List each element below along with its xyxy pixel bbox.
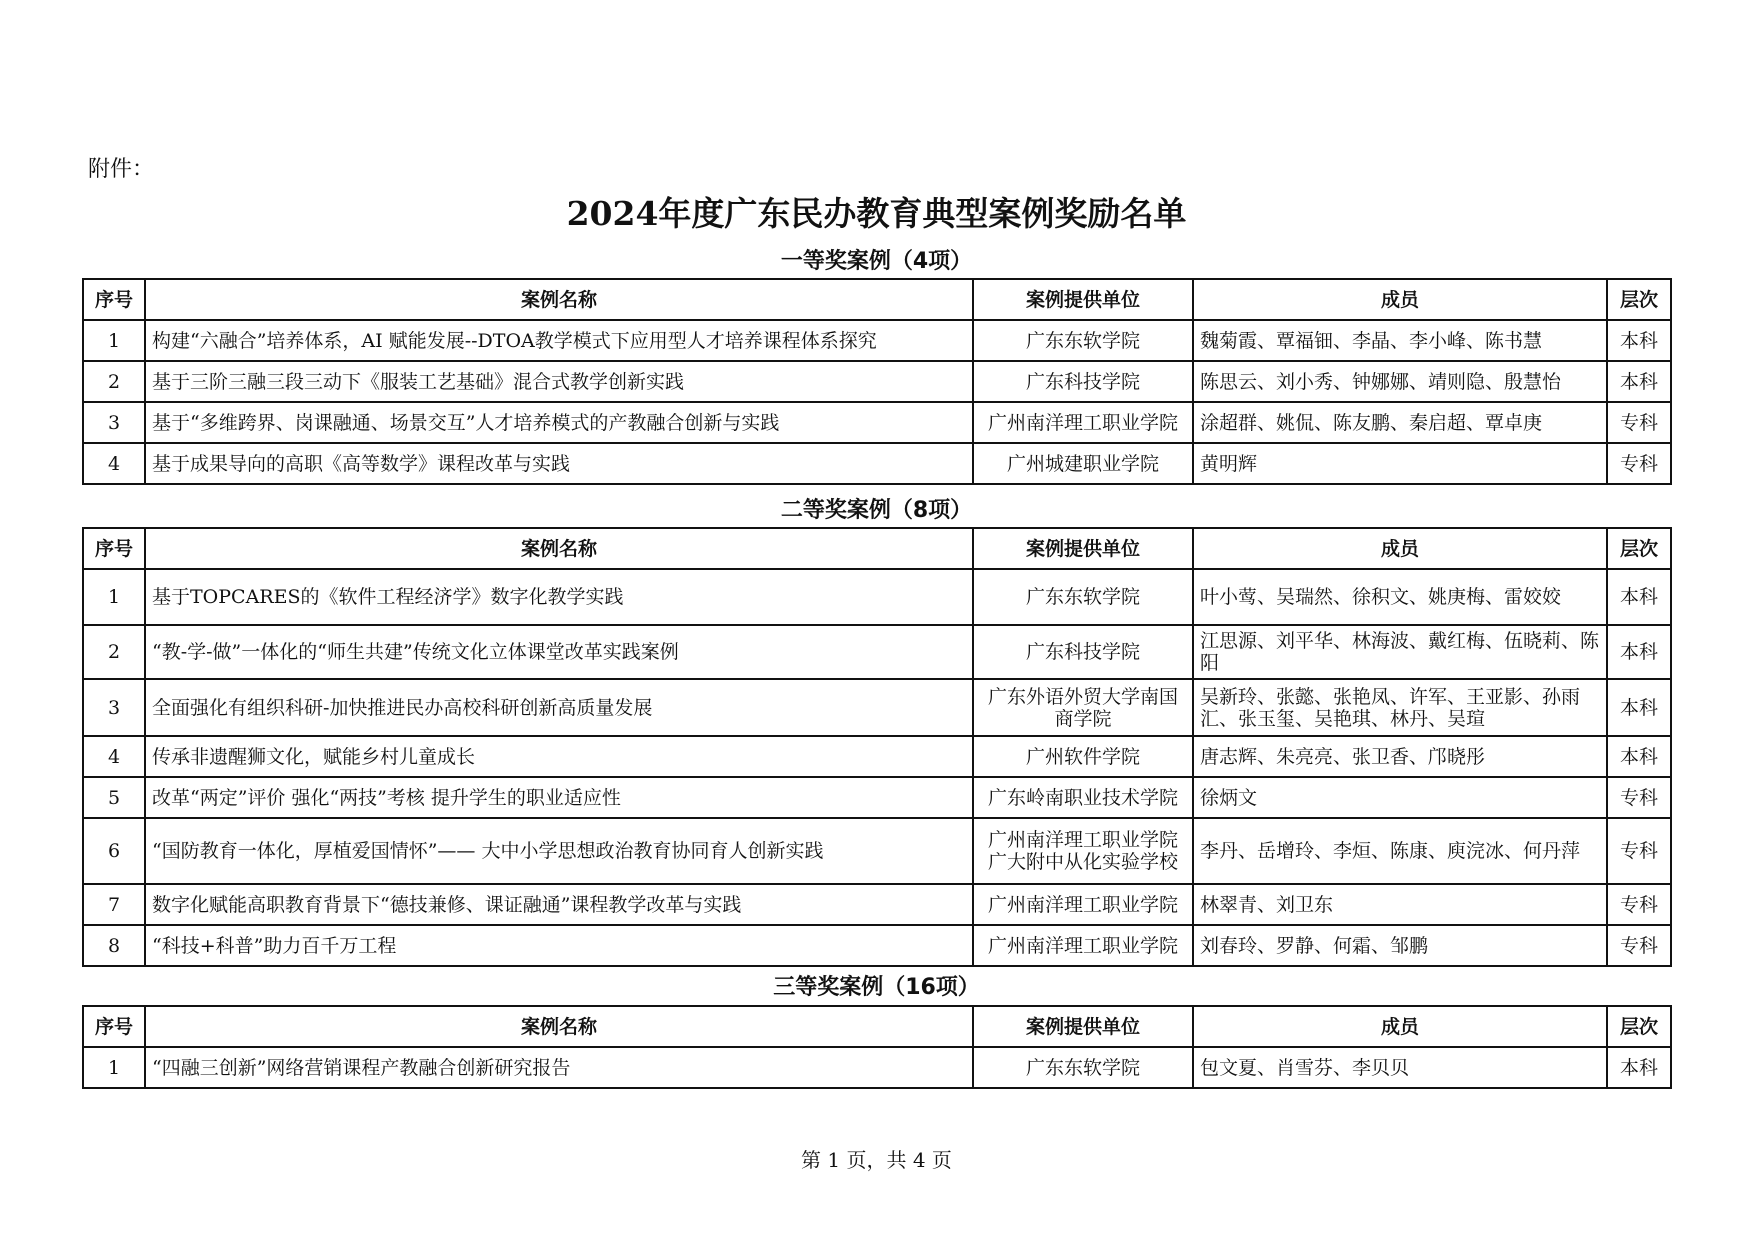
cell-case-name: 基于TOPCARES的《软件工程经济学》数字化教学实践 — [145, 569, 973, 625]
cell-index: 2 — [83, 361, 145, 402]
header-index: 序号 — [83, 528, 145, 569]
cell-level: 专科 — [1607, 777, 1671, 818]
cell-unit: 广东岭南职业技术学院 — [973, 777, 1193, 818]
header-unit: 案例提供单位 — [973, 1006, 1193, 1047]
cell-unit: 广州城建职业学院 — [973, 443, 1193, 484]
cell-unit: 广州软件学院 — [973, 736, 1193, 777]
cell-case-name: “教-学-做”一体化的“师生共建”传统文化立体课堂改革实践案例 — [145, 625, 973, 679]
table-header-row — [83, 528, 1671, 569]
cell-index: 2 — [83, 625, 145, 679]
cell-index: 4 — [83, 443, 145, 484]
header-unit: 案例提供单位 — [973, 528, 1193, 569]
table-header-row — [83, 1006, 1671, 1047]
table-row — [83, 884, 1671, 925]
cell-index: 3 — [83, 679, 145, 736]
cell-index: 7 — [83, 884, 145, 925]
cell-members: 陈思云、刘小秀、钟娜娜、靖则隐、殷慧怡 — [1193, 361, 1607, 402]
table-row — [83, 818, 1671, 884]
cell-case-name: 基于“多维跨界、岗课融通、场景交互”人才培养模式的产教融合创新与实践 — [145, 402, 973, 443]
cell-index: 5 — [83, 777, 145, 818]
cell-index: 1 — [83, 569, 145, 625]
cell-level: 本科 — [1607, 625, 1671, 679]
header-members: 成员 — [1193, 279, 1607, 320]
section-title-second-prize: 二等奖案例（8项） — [780, 498, 973, 523]
cell-unit: 广东科技学院 — [973, 361, 1193, 402]
cell-index: 8 — [83, 925, 145, 966]
document-title: 2024年度广东民办教育典型案例奖励名单 — [566, 194, 1187, 233]
third-prize-table — [82, 1005, 1672, 1089]
cell-case-name: “国防教育一体化，厚植爱国情怀”—— 大中小学思想政治教育协同育人创新实践 — [145, 818, 973, 884]
table-row — [83, 625, 1671, 679]
cell-members: 林翠青、刘卫东 — [1193, 884, 1607, 925]
attachment-label: 附件： — [88, 157, 155, 182]
header-unit: 案例提供单位 — [973, 279, 1193, 320]
cell-members: 魏菊霞、覃福钿、李晶、李小峰、陈书慧 — [1193, 320, 1607, 361]
cell-case-name: 传承非遗醒狮文化，赋能乡村儿童成长 — [145, 736, 973, 777]
cell-members: 叶小莺、吴瑞然、徐积文、姚庚梅、雷姣姣 — [1193, 569, 1607, 625]
cell-unit: 广东东软学院 — [973, 320, 1193, 361]
cell-unit: 广州南洋理工职业学院 — [973, 925, 1193, 966]
cell-case-name: “科技+科普”助力百千万工程 — [145, 925, 973, 966]
table-row — [83, 679, 1671, 736]
cell-level: 本科 — [1607, 736, 1671, 777]
section-title-first-prize: 一等奖案例（4项） — [780, 249, 973, 274]
table-row — [83, 402, 1671, 443]
cell-case-name: 基于三阶三融三段三动下《服装工艺基础》混合式教学创新实践 — [145, 361, 973, 402]
first-prize-table — [82, 278, 1672, 485]
cell-level: 本科 — [1607, 320, 1671, 361]
header-level: 层次 — [1607, 1006, 1671, 1047]
table-row — [83, 361, 1671, 402]
table-row — [83, 736, 1671, 777]
header-members: 成员 — [1193, 1006, 1607, 1047]
table-row — [83, 925, 1671, 966]
cell-members: 吴新玲、张懿、张艳凤、许军、王亚影、孙雨汇、张玉玺、吴艳琪、林丹、吴瑄 — [1193, 679, 1607, 736]
table-row — [83, 569, 1671, 625]
header-members: 成员 — [1193, 528, 1607, 569]
cell-case-name: 改革“两定”评价 强化“两技”考核 提升学生的职业适应性 — [145, 777, 973, 818]
cell-unit: 广东东软学院 — [973, 1047, 1193, 1088]
cell-members: 刘春玲、罗静、何霜、邹鹏 — [1193, 925, 1607, 966]
cell-index: 3 — [83, 402, 145, 443]
table-row — [83, 1047, 1671, 1088]
cell-level: 本科 — [1607, 1047, 1671, 1088]
cell-members: 江思源、刘平华、林海波、戴红梅、伍晓莉、陈阳 — [1193, 625, 1607, 679]
cell-level: 专科 — [1607, 818, 1671, 884]
table-header-row — [83, 279, 1671, 320]
cell-case-name: 数字化赋能高职教育背景下“德技兼修、课证融通”课程教学改革与实践 — [145, 884, 973, 925]
cell-level: 本科 — [1607, 361, 1671, 402]
cell-level: 专科 — [1607, 443, 1671, 484]
header-name: 案例名称 — [145, 528, 973, 569]
table-row — [83, 777, 1671, 818]
cell-unit: 广州南洋理工职业学院 — [973, 402, 1193, 443]
cell-level: 专科 — [1607, 402, 1671, 443]
cell-case-name: 全面强化有组织科研-加快推进民办高校科研创新高质量发展 — [145, 679, 973, 736]
cell-level: 本科 — [1607, 679, 1671, 736]
cell-index: 6 — [83, 818, 145, 884]
cell-unit: 广州南洋理工职业学院 — [973, 884, 1193, 925]
cell-members: 唐志辉、朱亮亮、张卫香、邝晓彤 — [1193, 736, 1607, 777]
cell-level: 专科 — [1607, 925, 1671, 966]
header-index: 序号 — [83, 1006, 145, 1047]
cell-index: 1 — [83, 320, 145, 361]
cell-index: 1 — [83, 1047, 145, 1088]
cell-unit: 广州南洋理工职业学院 广大附中从化实验学校 — [973, 818, 1193, 884]
cell-case-name: “四融三创新”网络营销课程产教融合创新研究报告 — [145, 1047, 973, 1088]
cell-unit: 广东科技学院 — [973, 625, 1193, 679]
table-row — [83, 443, 1671, 484]
cell-index: 4 — [83, 736, 145, 777]
cell-members: 涂超群、姚侃、陈友鹏、秦启超、覃卓庚 — [1193, 402, 1607, 443]
second-prize-table — [82, 527, 1672, 967]
cell-level: 专科 — [1607, 884, 1671, 925]
cell-unit: 广东外语外贸大学南国商学院 — [973, 679, 1193, 736]
header-level: 层次 — [1607, 279, 1671, 320]
cell-unit: 广东东软学院 — [973, 569, 1193, 625]
cell-members: 徐炳文 — [1193, 777, 1607, 818]
cell-case-name: 基于成果导向的高职《高等数学》课程改革与实践 — [145, 443, 973, 484]
header-index: 序号 — [83, 279, 145, 320]
header-name: 案例名称 — [145, 1006, 973, 1047]
cell-members: 黄明辉 — [1193, 443, 1607, 484]
cell-members: 包文夏、肖雪芬、李贝贝 — [1193, 1047, 1607, 1088]
cell-case-name: 构建“六融合”培养体系，AI 赋能发展--DTOA教学模式下应用型人才培养课程体系探究 — [145, 320, 973, 361]
cell-level: 本科 — [1607, 569, 1671, 625]
header-level: 层次 — [1607, 528, 1671, 569]
table-row — [83, 320, 1671, 361]
cell-members: 李丹、岳增玲、李烜、陈康、庾浣冰、何丹萍 — [1193, 818, 1607, 884]
header-name: 案例名称 — [145, 279, 973, 320]
section-title-third-prize: 三等奖案例（16项） — [773, 975, 980, 1000]
page-footer: 第 1 页，共 4 页 — [801, 1148, 952, 1172]
